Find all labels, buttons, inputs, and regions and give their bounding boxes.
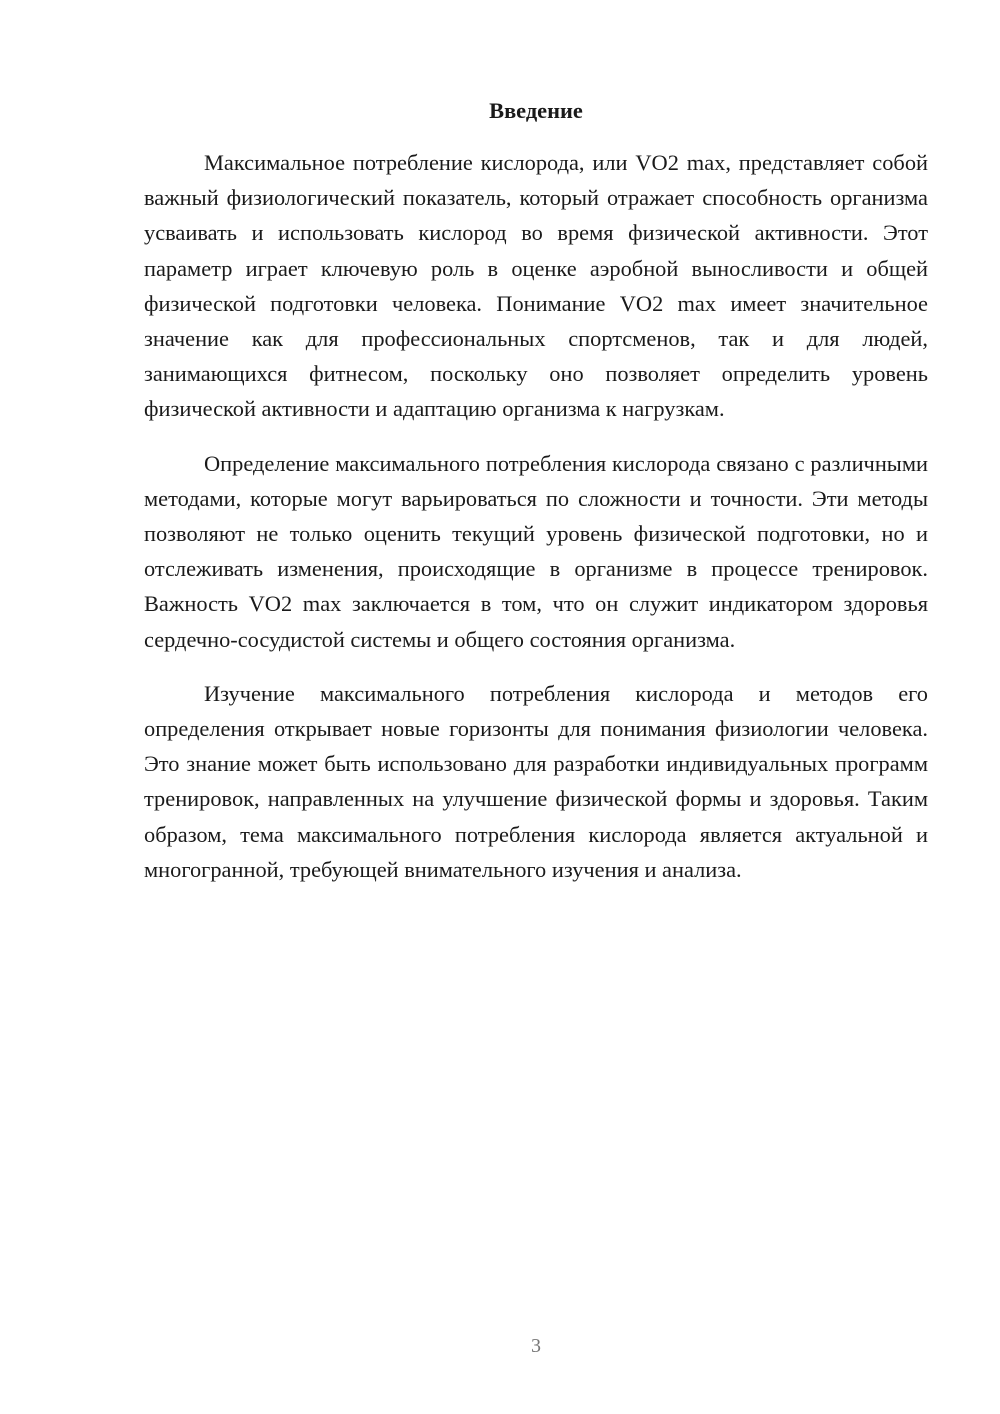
paragraph-3: Изучение максимального потребления кислорода и методов его определения открывает новые горизонты для понимания физиологии человека. Это знание может быть использовано для разработки индивидуальных программ тренировок, направленных на улучшение физической формы и здоровья. Таким образом, тема максимального потребления кислорода является актуальной и многогранной, требующей внимательного изучения и анализа.: [144, 680, 928, 882]
paragraph-2: Определение максимального потребления кислорода связано с различными методами, которые могут варьироваться по сложности и точности. Эти методы позволяют не только оценить текущий уровень физической подготовки, но и отслеживать изменения, происходящие в организме в процессе тренировок. Важность VO2 max заключается в том, что он служит индикатором здоровья сердечно-сосудистой системы и общего состояния организма.: [144, 450, 928, 652]
page-number: 3: [531, 1335, 541, 1357]
section-heading: Введение: [489, 98, 583, 123]
page-content: [144, 96, 928, 887]
paragraph-1: Максимальное потребление кислорода, или VO2 max, представляет собой важный физиологический показатель, который отражает способность организма усваивать и использовать кислород во время физической активности. Этот параметр играет ключевую роль в оценке аэробной выносливости и общей физической подготовки человека. Понимание VO2 max имеет значительное значение как для профессиональных спортсменов, так и для людей, занимающихся фитнесом, поскольку оно позволяет определить уровень физической активности и адаптацию организма к нагрузкам.: [144, 150, 928, 422]
